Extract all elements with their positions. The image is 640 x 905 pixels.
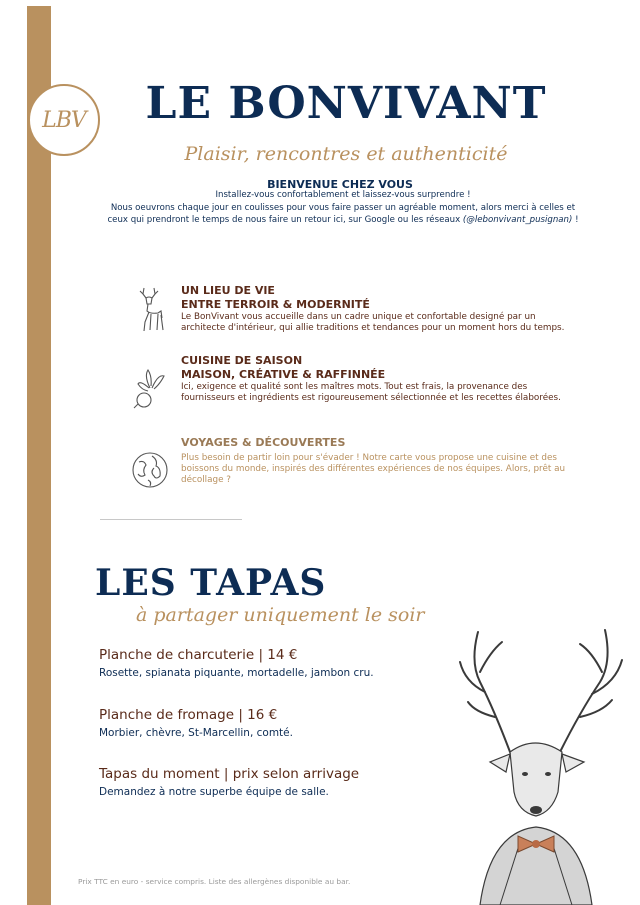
footer-note: Prix TTC en euro - service compris. Liste des allergènes disponible au bar. (78, 877, 351, 886)
deer-icon (130, 284, 170, 334)
menu-item-name: Tapas du moment | prix selon arrivage (99, 766, 360, 782)
section-divider (100, 519, 242, 520)
welcome-heading: BIENVENUE CHEZ VOUS (267, 178, 413, 191)
menu-item (99, 647, 459, 679)
menu-item-desc: Rosette, spianata piquante, mortadelle, jambon cru. (99, 667, 374, 679)
welcome-end: ! (572, 215, 579, 225)
menu-item-desc: Morbier, chèvre, St-Marcellin, comté. (99, 727, 293, 739)
feature-title: VOYAGES & DÉCOUVERTES (181, 436, 346, 449)
feature-text: Le BonVivant vous accueille dans un cadre unique et confortable designé par un architecte d'intérieur, qui allie traditions et tendances pour un moment hors du temps. (181, 312, 565, 333)
feature-title: CUISINE DE SAISON (181, 354, 303, 367)
tapas-subtitle: à partager uniquement le soir (136, 604, 425, 626)
feature-title: UN LIEU DE VIE (181, 284, 275, 297)
logo-badge (28, 84, 100, 156)
instagram-handle: (@lebonvivant_pusignan) (462, 215, 573, 225)
welcome-line2: Nous oeuvrons chaque jour en coulisses pour vous faire passer un agréable moment, alors merci à celles et ceux qui prendront le temps de nous faire un retour ici, sur Google ou les réseaux (107, 202, 576, 225)
radish-icon (130, 366, 170, 416)
menu-item-desc: Demandez à notre superbe équipe de salle. (99, 786, 329, 798)
feature-text: Plus besoin de partir loin pour s'évader ! Notre carte vous propose une cuisine et des boissons du monde, inspirés des différentes expériences de nos équipes. Alors, prêt au décollage ? (181, 452, 566, 485)
globe-icon (130, 448, 170, 498)
menu-item-name: Planche de charcuterie | 14 € (99, 647, 298, 663)
tapas-title: LES TAPAS (95, 562, 327, 604)
logo-text: LBV (42, 107, 86, 133)
feature-title-2: MAISON, CRÉATIVE & RAFFINNÉE (181, 367, 386, 381)
menu-item-name: Planche de fromage | 16 € (99, 707, 278, 723)
feature-title-2: ENTRE TERROIR & MODERNITÉ (181, 297, 370, 311)
welcome-line1: Installez-vous confortablement et laissez-vous surprendre ! (215, 190, 471, 200)
deer-illustration (440, 612, 640, 905)
feature-text: Ici, exigence et qualité sont les maîtres mots. Tout est frais, la provenance des fournisseurs et ingrédients est rigoureusement sélectionnée et les recettes élaborées. (181, 382, 561, 403)
restaurant-title: LE BONVIVANT (145, 78, 547, 129)
menu-item (99, 707, 459, 739)
menu-item (99, 766, 459, 798)
tagline: Plaisir, rencontres et authenticité (184, 143, 508, 165)
welcome-text (104, 189, 582, 227)
